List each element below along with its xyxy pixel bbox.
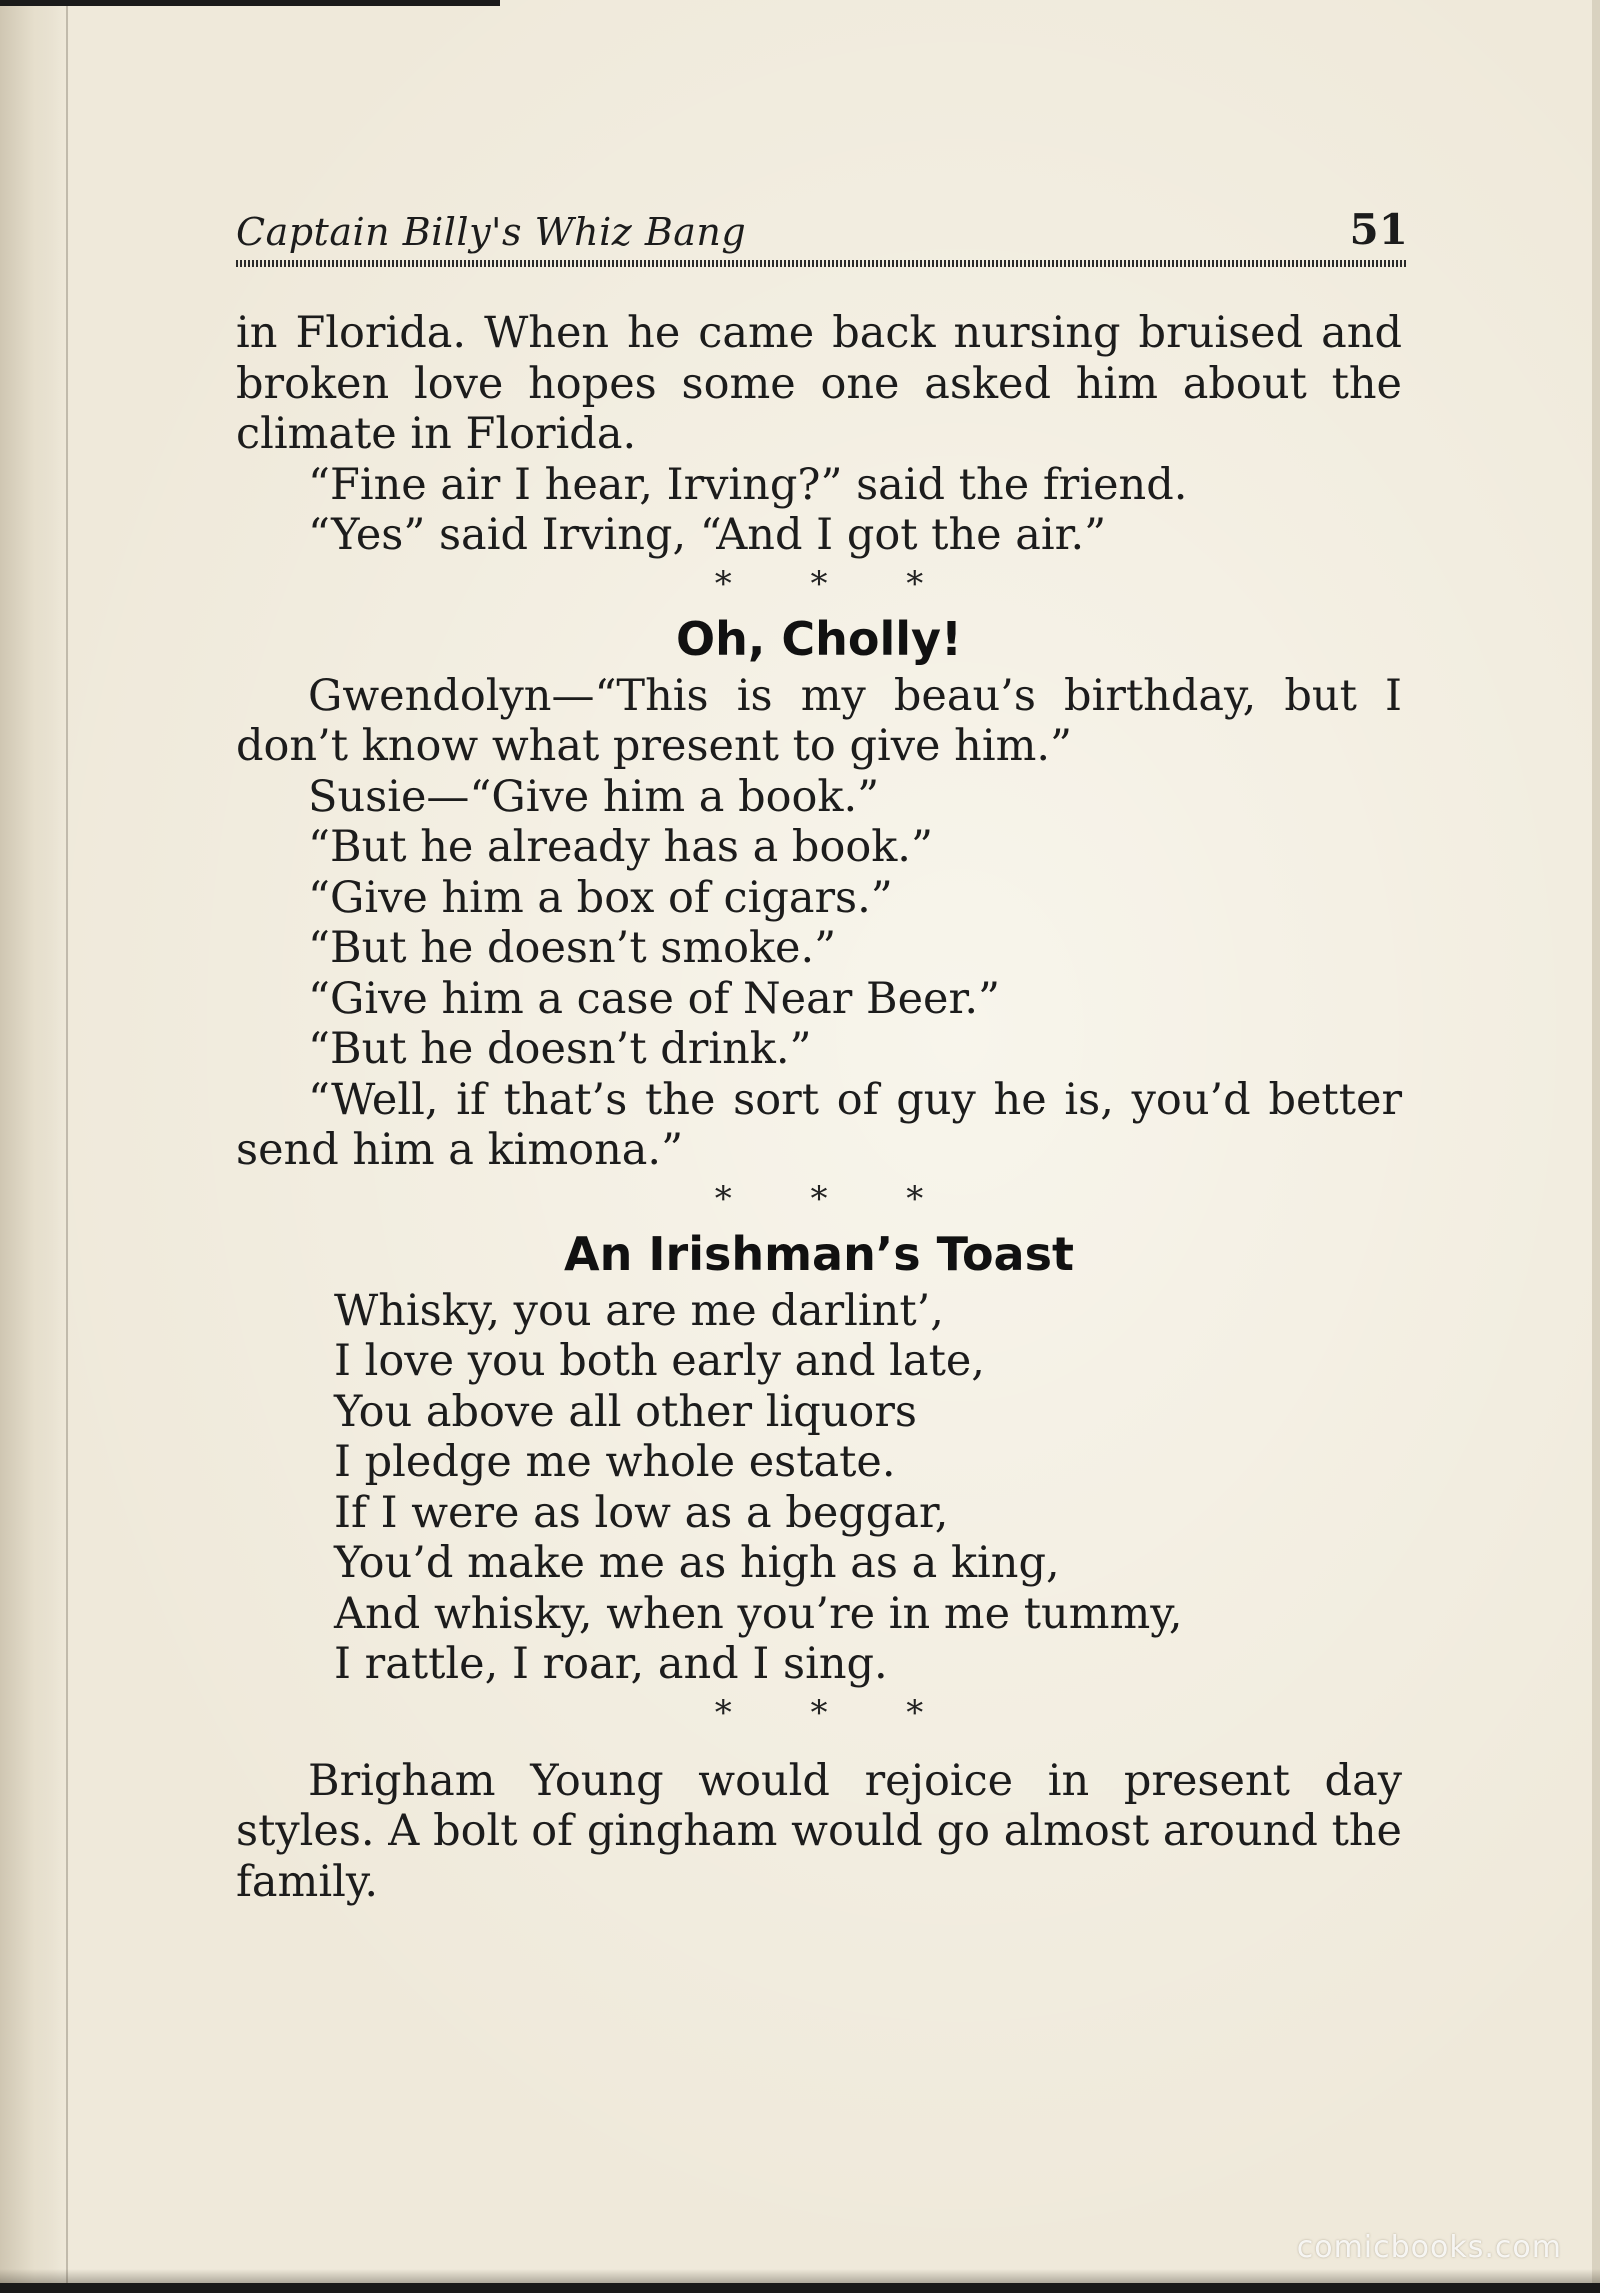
poem-line: I pledge me whole estate. [334, 1437, 896, 1487]
poem-line: If I were as low as a beggar, [334, 1487, 949, 1538]
paragraph: “But he already has a book.” [308, 822, 933, 872]
poem-line: Whisky, you are me darlint’, [334, 1285, 944, 1336]
poem-line: I love you both early and late, [334, 1336, 985, 1386]
watermark: comicbooks.com [1296, 2230, 1562, 2265]
page-header [236, 202, 1408, 262]
paragraph: Brigham Young would rejoice in present day styles. A bolt of gingham would go almost around the family. [236, 1755, 1402, 1907]
poem [236, 1286, 1402, 1690]
running-title: Captain Billy's Whiz Bang [236, 210, 747, 254]
section-separator: * * * [714, 563, 958, 604]
paragraph: “Give him a case of Near Beer.” [308, 973, 1000, 1024]
poem-line: You’d make me as high as a king, [334, 1538, 1060, 1588]
poem-line: I rattle, I roar, and I sing. [334, 1639, 888, 1689]
spacer [236, 1736, 1402, 1756]
paragraph: “Well, if that’s the sort of guy he is, you’d better send him a kimona.” [236, 1074, 1402, 1175]
paragraph: “But he doesn’t drink.” [308, 1024, 812, 1074]
paragraph: in Florida. When he came back nursing bruised and broken love hopes some one asked him about the climate in Florida. [236, 308, 1402, 459]
paragraph: “Fine air I hear, Irving?” said the friend. [308, 459, 1188, 510]
section-heading: Oh, Cholly! [676, 611, 962, 666]
poem-line: And whisky, when you’re in me tummy, [334, 1588, 1183, 1639]
spine-line [66, 0, 68, 2293]
page-number: 51 [1349, 205, 1408, 254]
page-content [236, 308, 1402, 1907]
paragraph: Susie—“Give him a book.” [308, 771, 880, 822]
section-heading: An Irishman’s Toast [564, 1226, 1074, 1281]
section-separator: * * * [714, 1692, 958, 1733]
page-bottom-shadow [0, 2269, 1600, 2283]
section-separator: * * * [714, 1178, 958, 1219]
page-right-edge [1592, 0, 1600, 2293]
paragraph: “But he doesn’t smoke.” [308, 923, 837, 973]
scan-top-edge [0, 0, 500, 6]
poem-line: You above all other liquors [334, 1386, 917, 1437]
scan-bottom-edge [0, 2283, 1600, 2293]
paragraph: “Yes” said Irving, “And I got the air.” [308, 510, 1107, 560]
header-rule [236, 260, 1408, 267]
binding-edge [0, 0, 70, 2293]
paragraph: Gwendolyn—“This is my beau’s birthday, but I don’t know what present to give him.” [236, 670, 1402, 771]
paragraph: “Give him a box of cigars.” [308, 872, 893, 923]
